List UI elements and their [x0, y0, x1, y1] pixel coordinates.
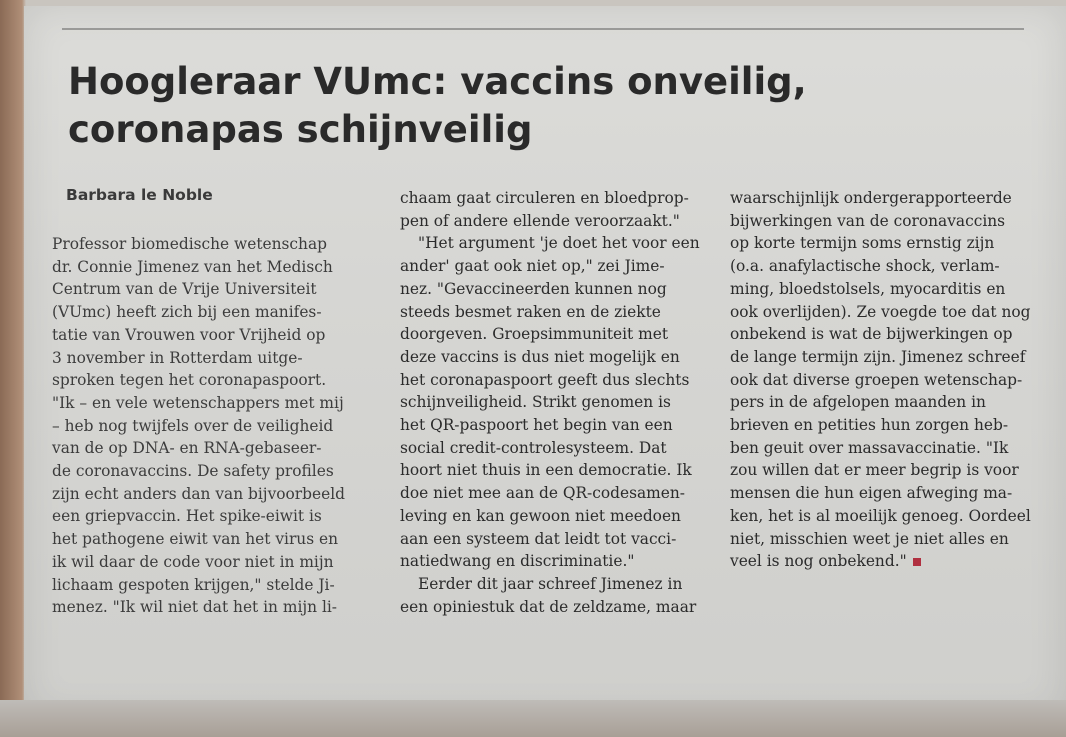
article-line: het pathogene eiwit van het virus en — [52, 530, 339, 549]
article-line: pers in de afgelopen maanden in — [730, 393, 986, 412]
article-line: 3 november in Rotterdam uitge- — [52, 348, 303, 367]
article-line: op korte termijn soms ernstig zijn — [730, 234, 995, 253]
article-line: een opiniestuk dat de zeldzame, maar — [400, 597, 697, 616]
article-line: waarschijnlijk ondergerapporteerde — [730, 189, 1012, 207]
article-line: social credit-controlesysteem. Dat — [400, 438, 667, 457]
article-line: ook dat diverse groepen wetenschap- — [730, 370, 1023, 389]
article-line: leving en kan gewoon niet meedoen — [400, 506, 681, 525]
article-line: nez. "Gevaccineerden kunnen nog — [400, 279, 667, 298]
top-rule — [62, 28, 1024, 30]
article-line: onbekend is wat de bijwerkingen op — [730, 325, 1013, 344]
article-line: lichaam gespoten krijgen," stelde Ji- — [52, 575, 335, 594]
paper-bottom-edge — [0, 700, 1066, 737]
article-line: ik wil daar de code voor niet in mijn — [52, 552, 334, 571]
article-line: pen of andere ellende veroorzaakt." — [400, 211, 680, 230]
article-line: schijnveiligheid. Strikt genomen is — [400, 393, 671, 412]
article-line: ben geuit over massavaccinatie. "Ik — [730, 438, 1009, 457]
article-line: doorgeven. Groepsimmuniteit met — [400, 325, 669, 344]
article-line: steeds besmet raken en de ziekte — [400, 302, 661, 321]
article-line: mensen die hun eigen afweging ma- — [730, 484, 1013, 503]
article-line: tatie van Vrouwen voor Vrijheid op — [52, 325, 326, 344]
article-line: niet, misschien weet je niet alles en — [730, 529, 1009, 548]
headline-line-2: coronapas schijnveilig — [68, 108, 533, 151]
article-line: menez. "Ik wil niet dat het in mijn li- — [52, 598, 337, 617]
article-column-3 — [730, 187, 1050, 573]
article-line: ming, bloedstolsels, myocarditis en — [730, 279, 1006, 298]
article-line: dr. Connie Jimenez van het Medisch — [52, 257, 333, 276]
article-line: een griepvaccin. Het spike-eiwit is — [52, 507, 322, 526]
article-line: aan een systeem dat leidt tot vacci- — [400, 529, 677, 548]
article-line: Professor biomedische wetenschap — [52, 235, 327, 253]
article-line: Centrum van de Vrije Universiteit — [52, 280, 317, 299]
article-line: "Ik – en vele wetenschappers met mij — [52, 393, 344, 412]
article-line: het QR-paspoort het begin van een — [400, 416, 673, 435]
article-line: chaam gaat circuleren en bloedprop- — [400, 189, 689, 207]
article-line: het coronapaspoort geeft dus slechts — [400, 370, 690, 389]
article-line: hoort niet thuis in een democratie. Ik — [400, 461, 692, 480]
article-line: doe niet mee aan de QR-codesamen- — [400, 484, 685, 503]
article-line: de lange termijn zijn. Jimenez schreef — [730, 347, 1026, 366]
article-line: de coronavaccins. De safety profiles — [52, 462, 334, 481]
article-line: (o.a. anafylactische shock, verlam- — [730, 257, 1000, 276]
byline: Barbara le Noble — [66, 186, 213, 204]
article-line: deze vaccins is dus niet mogelijk en — [400, 347, 680, 366]
article-line: zou willen dat er meer begrip is voor — [730, 461, 1019, 480]
article-line: van de op DNA- en RNA-gebaseer- — [52, 439, 322, 458]
article-line: – heb nog twijfels over de veiligheid — [52, 416, 334, 435]
article-line: natiedwang en discriminatie." — [400, 552, 635, 571]
article-line: bijwerkingen van de coronavaccins — [730, 211, 1006, 230]
article-line: ook overlijden). Ze voegde toe dat nog — [730, 302, 1031, 321]
article-line: Eerder dit jaar schreef Jimenez in — [418, 574, 683, 593]
article-line: veel is nog onbekend." — [730, 550, 1050, 573]
headline — [68, 58, 968, 154]
headline-line-1: Hoogleraar VUmc: vaccins onveilig, — [68, 60, 807, 103]
end-of-article-mark — [913, 558, 921, 566]
article-column-2 — [400, 187, 720, 618]
article-line: ander' gaat ook niet op," zei Jime- — [400, 257, 665, 276]
article-line: (VUmc) heeft zich bij een manifes- — [52, 303, 322, 322]
article-line: "Het argument 'je doet het voor een — [418, 234, 700, 253]
article-line: brieven en petities hun zorgen heb- — [730, 416, 1009, 435]
article-column-1 — [52, 233, 382, 619]
article-line: sproken tegen het coronapaspoort. — [52, 371, 327, 390]
article-line: ken, het is al moeilijk genoeg. Oordeel — [730, 506, 1031, 525]
article-line: zijn echt anders dan van bijvoorbeeld — [52, 484, 346, 503]
